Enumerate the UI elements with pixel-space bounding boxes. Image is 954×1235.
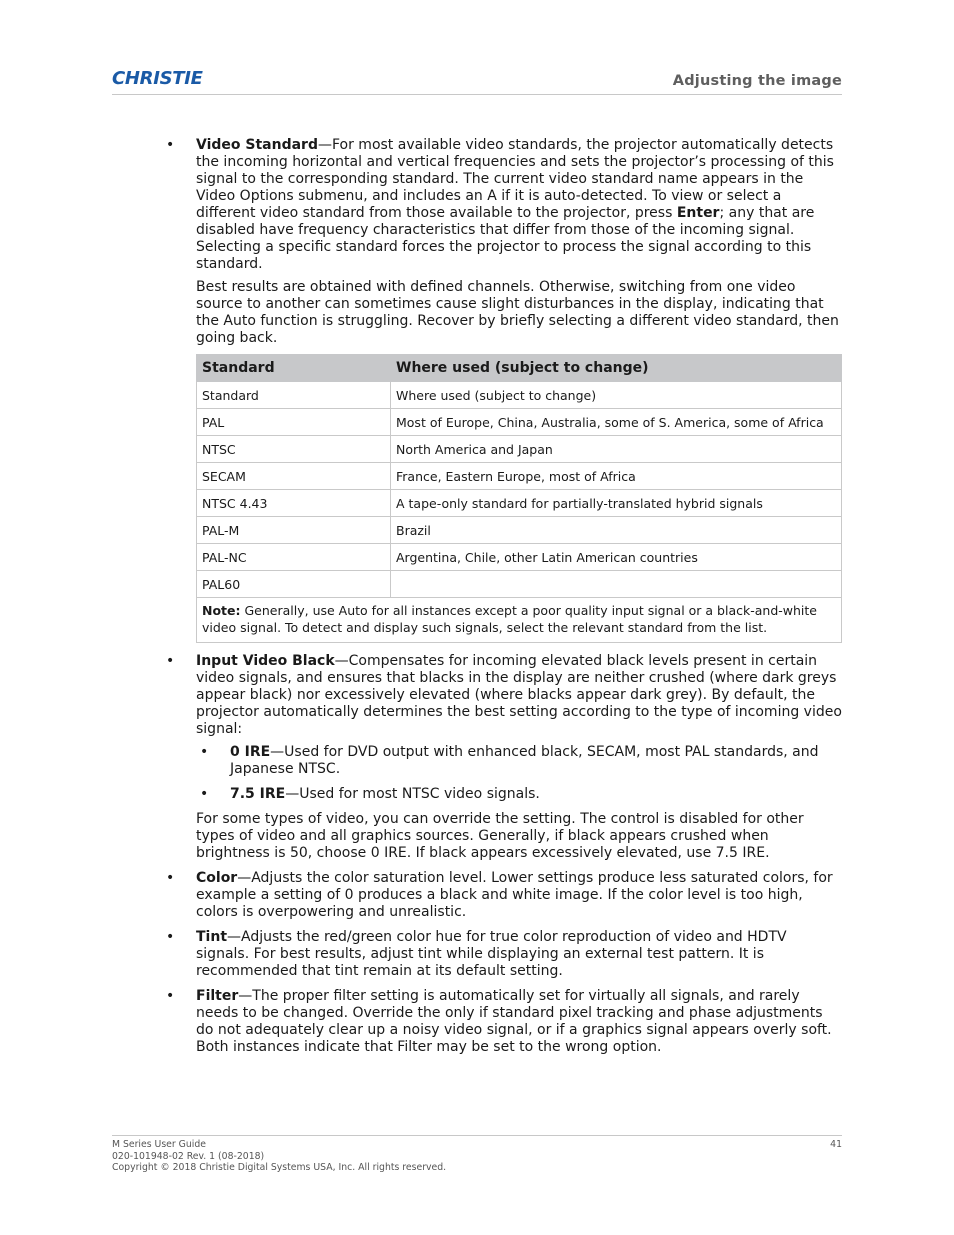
bullet-dot: •	[200, 744, 209, 760]
footer-doc-title: M Series User Guide	[112, 1139, 206, 1150]
header-divider	[112, 94, 842, 95]
table-cell: A tape-only standard for partially-translated hybrid signals	[391, 490, 842, 517]
video-standard-para2: Best results are obtained with defined channels. Otherwise, switching from one video source to another can sometimes cause slight disturbances in the display, indicating that the Auto function is struggling. Recover by briefly selecting a different video standard, then going back.	[196, 279, 839, 346]
enter-key: Enter	[676, 205, 720, 221]
bullet-dot: •	[166, 929, 175, 945]
table-cell: NTSC 4.43	[197, 490, 391, 517]
footer-copyright: Copyright © 2018 Christie Digital Systems USA, Inc. All rights reserved.	[112, 1162, 447, 1173]
input-video-black-desc: Input Video Black—Compensates for incoming elevated black levels present in certain video signals, and ensures that blacks in the display are neither crushed (where dark greys appear black) nor excessively elevated (where blacks appear dark grey). By default, the projector automatically determines the best setting according to the type of incoming video signal:	[196, 653, 842, 737]
tint-term: Tint	[196, 929, 228, 945]
table-cell: PAL60	[197, 571, 391, 598]
table-row	[197, 571, 842, 598]
note-text: Generally, use Auto for all instances except a poor quality input signal or a black-and-white video signal. To detect and display such signals, select the relevant standard from the list.	[202, 603, 817, 635]
table-cell: SECAM	[197, 463, 391, 490]
ire-75-item: • 7.5 IRE—Used for most NTSC video signals.	[200, 786, 540, 802]
christie-logo	[112, 67, 222, 89]
table-row	[197, 544, 842, 571]
table-cell: France, Eastern Europe, most of Africa	[391, 463, 842, 490]
ire-0-term: 0 IRE	[230, 744, 271, 760]
table-row	[197, 463, 842, 490]
bullet-dot: •	[166, 653, 175, 669]
ire-0-item: • 0 IRE—Used for DVD output with enhanced black, SECAM, most PAL standards, and Japanese NTSC.	[200, 744, 819, 777]
table-cell: Most of Europe, China, Australia, some of S. America, some of Africa	[391, 409, 842, 436]
table-cell: Argentina, Chile, other Latin American countries	[391, 544, 842, 571]
standards-table	[196, 354, 842, 643]
table-row	[197, 382, 842, 409]
table-cell	[391, 571, 842, 598]
table-header-row	[197, 355, 842, 382]
main-content	[160, 137, 842, 1064]
video-standard-term: Video Standard	[196, 137, 318, 153]
table-cell: PAL	[197, 409, 391, 436]
input-video-black-item	[160, 653, 842, 862]
column-header: Standard	[197, 355, 391, 382]
table-row	[197, 409, 842, 436]
column-header: Where used (subject to change)	[391, 355, 842, 382]
table-note-row	[197, 598, 842, 643]
table-row	[197, 490, 842, 517]
video-standard-desc: Video Standard—For most available video standards, the projector automatically detects the incoming horizontal and vertical frequencies and sets the projector’s processing of this signal to the corresponding standard. The current video standard name appears in the Video Options submenu, and includes an A if it is auto-detected. To view or select a different video standard from those available to the projector, press Enter; any that are disabled have frequency characteristics that differ from those of the incoming signal. Selecting a specific standard forces the projector to process the signal according to this standard.	[196, 137, 834, 272]
table-cell: Where used (subject to change)	[391, 382, 842, 409]
color-term: Color	[196, 870, 238, 886]
table-cell: PAL-M	[197, 517, 391, 544]
bullet-dot: •	[166, 988, 175, 1004]
filter-term: Filter	[196, 988, 239, 1004]
footer-divider	[112, 1135, 842, 1136]
table-cell: PAL-NC	[197, 544, 391, 571]
input-video-black-term: Input Video Black	[196, 653, 335, 669]
table-note	[197, 598, 842, 643]
color-item: • Color—Adjusts the color saturation level. Lower settings produce less saturated colors, for example a setting of 0 produces a black and white image. If the color level is too high, colors is overpowering and unrealistic.	[166, 870, 833, 920]
brand-text: CHRISTIE	[112, 68, 203, 89]
footer	[112, 1139, 446, 1174]
table-cell: North America and Japan	[391, 436, 842, 463]
footer-revision: 020-101948-02 Rev. 1 (08-2018)	[112, 1150, 265, 1162]
note-label: Note:	[202, 603, 241, 618]
section-title: Adjusting the image	[672, 73, 842, 89]
input-video-black-para2: For some types of video, you can override the setting. The control is disabled for other types of video and all graphics sources. Generally, if black appears crushed when brightness is 50, choose 0 IRE. If black appears excessively elevated, use 7.5 IRE.	[196, 811, 804, 861]
table-cell: Brazil	[391, 517, 842, 544]
bullet-dot: •	[166, 870, 175, 886]
bullet-dot: •	[166, 137, 175, 153]
table-row	[197, 517, 842, 544]
table-row	[197, 436, 842, 463]
page-number: 41	[830, 1139, 842, 1150]
table-cell: NTSC	[197, 436, 391, 463]
filter-item: • Filter—The proper filter setting is automatically set for virtually all signals, and rarely needs to be changed. Override the only if standard pixel tracking and phase adjustments do not adequately clear up a noisy video signal, or if a graphics signal appears overly soft. Both instances indicate that Filter may be set to the wrong option.	[166, 988, 832, 1055]
tint-item: • Tint—Adjusts the red/green color hue for true color reproduction of video and HDTV signals. For best results, adjust tint while displaying an external test pattern. It is recommended that tint remain at its default setting.	[166, 929, 787, 979]
ire-75-term: 7.5 IRE	[230, 786, 286, 802]
video-standard-item	[160, 137, 842, 643]
bullet-dot: •	[200, 786, 209, 802]
table-cell: Standard	[197, 382, 391, 409]
